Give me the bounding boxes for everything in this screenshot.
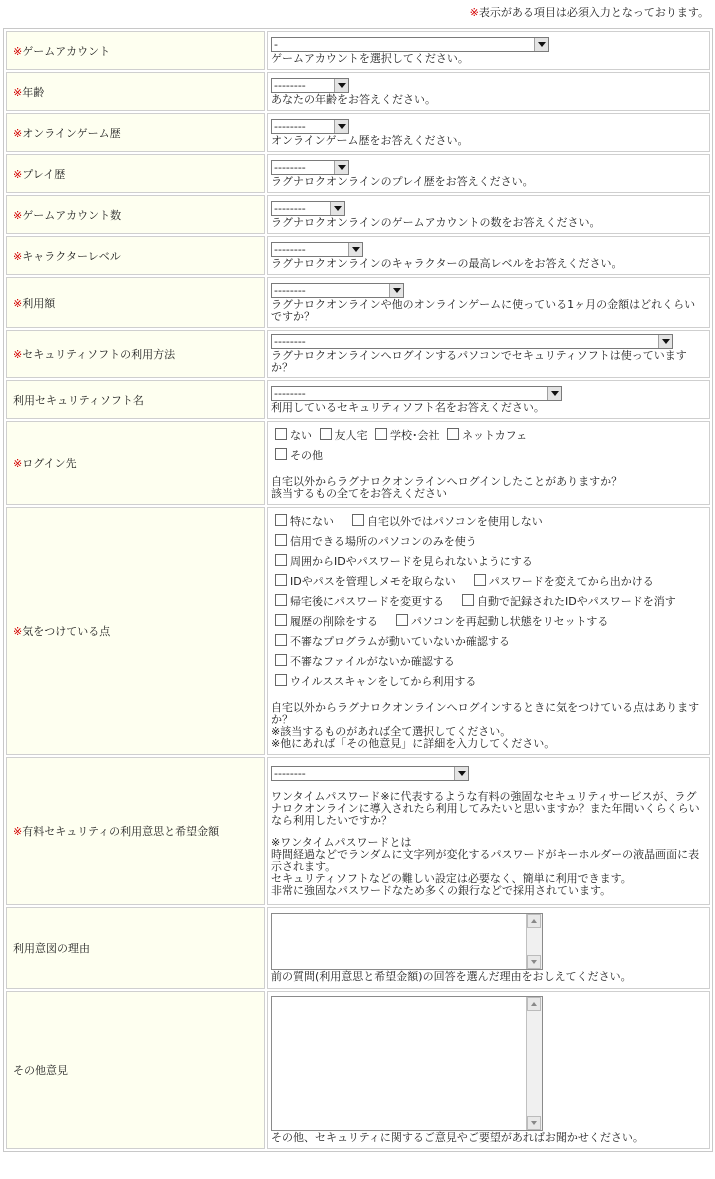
row-game-account: [6, 31, 710, 70]
login-none-checkbox[interactable]: [275, 428, 287, 440]
scrollbar[interactable]: [526, 914, 542, 969]
age-select[interactable]: --------: [271, 78, 349, 93]
label-login-from: ※ログイン先: [6, 421, 265, 505]
scroll-down-icon[interactable]: [527, 1116, 541, 1130]
chevron-down-icon: [658, 335, 672, 348]
help-login-from-1: 自宅以外からラグナロクオンラインへログインしたことがありますか？: [271, 475, 623, 488]
caution-3-checkbox[interactable]: [275, 554, 287, 566]
help-spend: ラグナロクオンラインや他のオンラインゲームに使っている1ヶ月の金額はどれくらいですか？: [271, 297, 696, 323]
chevron-down-icon: [389, 284, 403, 297]
help-login-from-2: 該当するもの全てをお答えください: [271, 487, 447, 500]
reason-textarea[interactable]: [271, 913, 543, 970]
scrollbar[interactable]: [526, 997, 542, 1130]
label-age: ※年齢: [6, 72, 265, 111]
row-age: [6, 72, 710, 111]
other-textarea[interactable]: [271, 996, 543, 1131]
help-online-history: オンラインゲーム歴をお答えください。: [271, 133, 469, 147]
help-security-name: 利用しているセキュリティソフト名をお答えください。: [271, 400, 545, 414]
login-netcafe-checkbox[interactable]: [447, 428, 459, 440]
help-age: あなたの年齢をお答えください。: [271, 92, 436, 106]
row-paid-security: [6, 757, 710, 905]
otp-note-2: セキュリティソフトなどの難しい設定は必要なく、簡単に利用できます。: [271, 871, 632, 885]
caution-6-checkbox[interactable]: [275, 594, 287, 606]
row-online-history: [6, 113, 710, 152]
login-friend-checkbox[interactable]: [320, 428, 332, 440]
caution-9-checkbox[interactable]: [396, 614, 408, 626]
caution-2-checkbox[interactable]: [275, 534, 287, 546]
survey-form: [3, 28, 713, 1152]
online-history-select[interactable]: --------: [271, 119, 349, 134]
security-usage-select[interactable]: --------: [271, 334, 673, 349]
label-reason: 利用意図の理由: [6, 907, 265, 989]
help-caution-2: ※該当するものがあれば全て選択してください。: [271, 725, 512, 738]
help-security-usage: ラグナロクオンラインへログインするパソコンでセキュリティソフトは使っていますか？: [271, 349, 687, 374]
label-game-account: ※ゲームアカウント: [6, 31, 265, 70]
caution-8-checkbox[interactable]: [275, 614, 287, 626]
game-account-select[interactable]: -: [271, 37, 549, 52]
chevron-down-icon: [348, 243, 362, 256]
scroll-up-icon[interactable]: [527, 914, 541, 928]
otp-note-3: 非常に強固なパスワードなため多くの銀行などで採用されています。: [271, 883, 612, 897]
scroll-down-icon[interactable]: [527, 955, 541, 969]
otp-note-1: 時間経過などでランダムに文字列が変化するパスワードがキーホルダーの液晶画面に表示されます。: [271, 847, 700, 873]
row-security-usage: [6, 330, 710, 378]
chevron-down-icon: [334, 161, 348, 174]
caution-10-checkbox[interactable]: [275, 634, 287, 646]
label-security-usage: ※セキュリティソフトの利用方法: [6, 330, 265, 378]
help-caution-1: 自宅以外からラグナロクオンラインへログインするときに気をつけている点はありますか？: [271, 701, 700, 726]
row-reason: [6, 907, 710, 989]
otp-note-title: ※ワンタイムパスワードとは: [271, 835, 412, 849]
label-account-count: ※ゲームアカウント数: [6, 195, 265, 234]
chevron-down-icon: [547, 387, 561, 400]
label-caution: ※気をつけている点: [6, 507, 265, 755]
row-spend: [6, 277, 710, 328]
help-other: その他、セキュリティに関するご意見やご要望があればお聞かせください。: [271, 1131, 644, 1144]
row-other: [6, 991, 710, 1149]
label-security-name: 利用セキュリティソフト名: [6, 380, 265, 419]
chevron-down-icon: [330, 202, 344, 215]
row-account-count: [6, 195, 710, 234]
chevron-down-icon: [454, 767, 468, 780]
caution-0-checkbox[interactable]: [275, 514, 287, 526]
spend-select[interactable]: --------: [271, 283, 404, 298]
row-char-level: [6, 236, 710, 275]
help-play-history: ラグナロクオンラインのプレイ歴をお答えください。: [271, 174, 534, 188]
account-count-select[interactable]: --------: [271, 201, 345, 216]
help-account-count: ラグナロクオンラインのゲームアカウントの数をお答えください。: [271, 215, 601, 229]
caution-7-checkbox[interactable]: [462, 594, 474, 606]
help-paid-security: ワンタイムパスワード※に代表するような有料の強固なセキュリティサービスが、ラグナロクオンラインに導入されたら利用してみたいと思いますか？また年間いくらくらいなら利用したいですか？: [271, 789, 700, 827]
row-security-name: [6, 380, 710, 419]
char-level-select[interactable]: --------: [271, 242, 363, 257]
label-play-history: ※プレイ歴: [6, 154, 265, 193]
chevron-down-icon: [334, 79, 348, 92]
help-game-account: ゲームアカウントを選択してください。: [271, 51, 469, 65]
security-name-select[interactable]: --------: [271, 386, 562, 401]
label-online-history: ※オンラインゲーム歴: [6, 113, 265, 152]
paid-security-select[interactable]: --------: [271, 766, 469, 781]
help-reason: 前の質問(利用意思と希望金額)の回答を選んだ理由をおしえてください。: [271, 970, 632, 983]
caution-1-checkbox[interactable]: [352, 514, 364, 526]
login-other-checkbox[interactable]: [275, 448, 287, 460]
login-school-checkbox[interactable]: [375, 428, 387, 440]
row-play-history: [6, 154, 710, 193]
chevron-down-icon: [534, 38, 548, 51]
scroll-up-icon[interactable]: [527, 997, 541, 1011]
label-spend: ※利用額: [6, 277, 265, 328]
caution-11-checkbox[interactable]: [275, 654, 287, 666]
help-char-level: ラグナロクオンラインのキャラクターの最高レベルをお答えください。: [271, 256, 623, 270]
chevron-down-icon: [334, 120, 348, 133]
label-char-level: ※キャラクターレベル: [6, 236, 265, 275]
caution-5-checkbox[interactable]: [474, 574, 486, 586]
required-note: ※表示がある項目は必須入力となっております。: [469, 6, 709, 19]
help-caution-3: ※他にあれば「その他意見」に詳細を入力してください。: [271, 737, 556, 750]
row-caution: ※気をつけている点 特にない 自宅以外ではパソコンを使用しない 信用できる場所のパソコンのみを使う 周囲からIDやパスワードを見られないようにする IDやパスを管理しメモを取らない パスワードを変えてから出かける 帰宅後にパスワードを変更する 自動で記録されたIDやパスワードを消す 履歴の削除をする パソコンを再起動し状態をリセットする 不審なプログラムが動いていないか確認する 不審なファイルがないか確認する ウイルススキャンをしてから利用する 自宅以外からラグナロクオンラインへログインするときに気をつけている点はありますか？ ※該当するものがあれば全て選択してください。 ※他にあれば「その他意見」に詳細を入力してください。: [6, 507, 710, 755]
play-history-select[interactable]: --------: [271, 160, 349, 175]
label-other: その他意見: [6, 991, 265, 1149]
label-paid-security: ※有料セキュリティの利用意思と希望金額: [6, 757, 265, 905]
caution-4-checkbox[interactable]: [275, 574, 287, 586]
caution-12-checkbox[interactable]: [275, 674, 287, 686]
row-login-from: ※ログイン先 ない 友人宅 学校･会社 ネットカフェ その他 自宅以外からラグナロクオンラインへログインしたことがありますか？ 該当するもの全てをお答えください: [6, 421, 710, 505]
